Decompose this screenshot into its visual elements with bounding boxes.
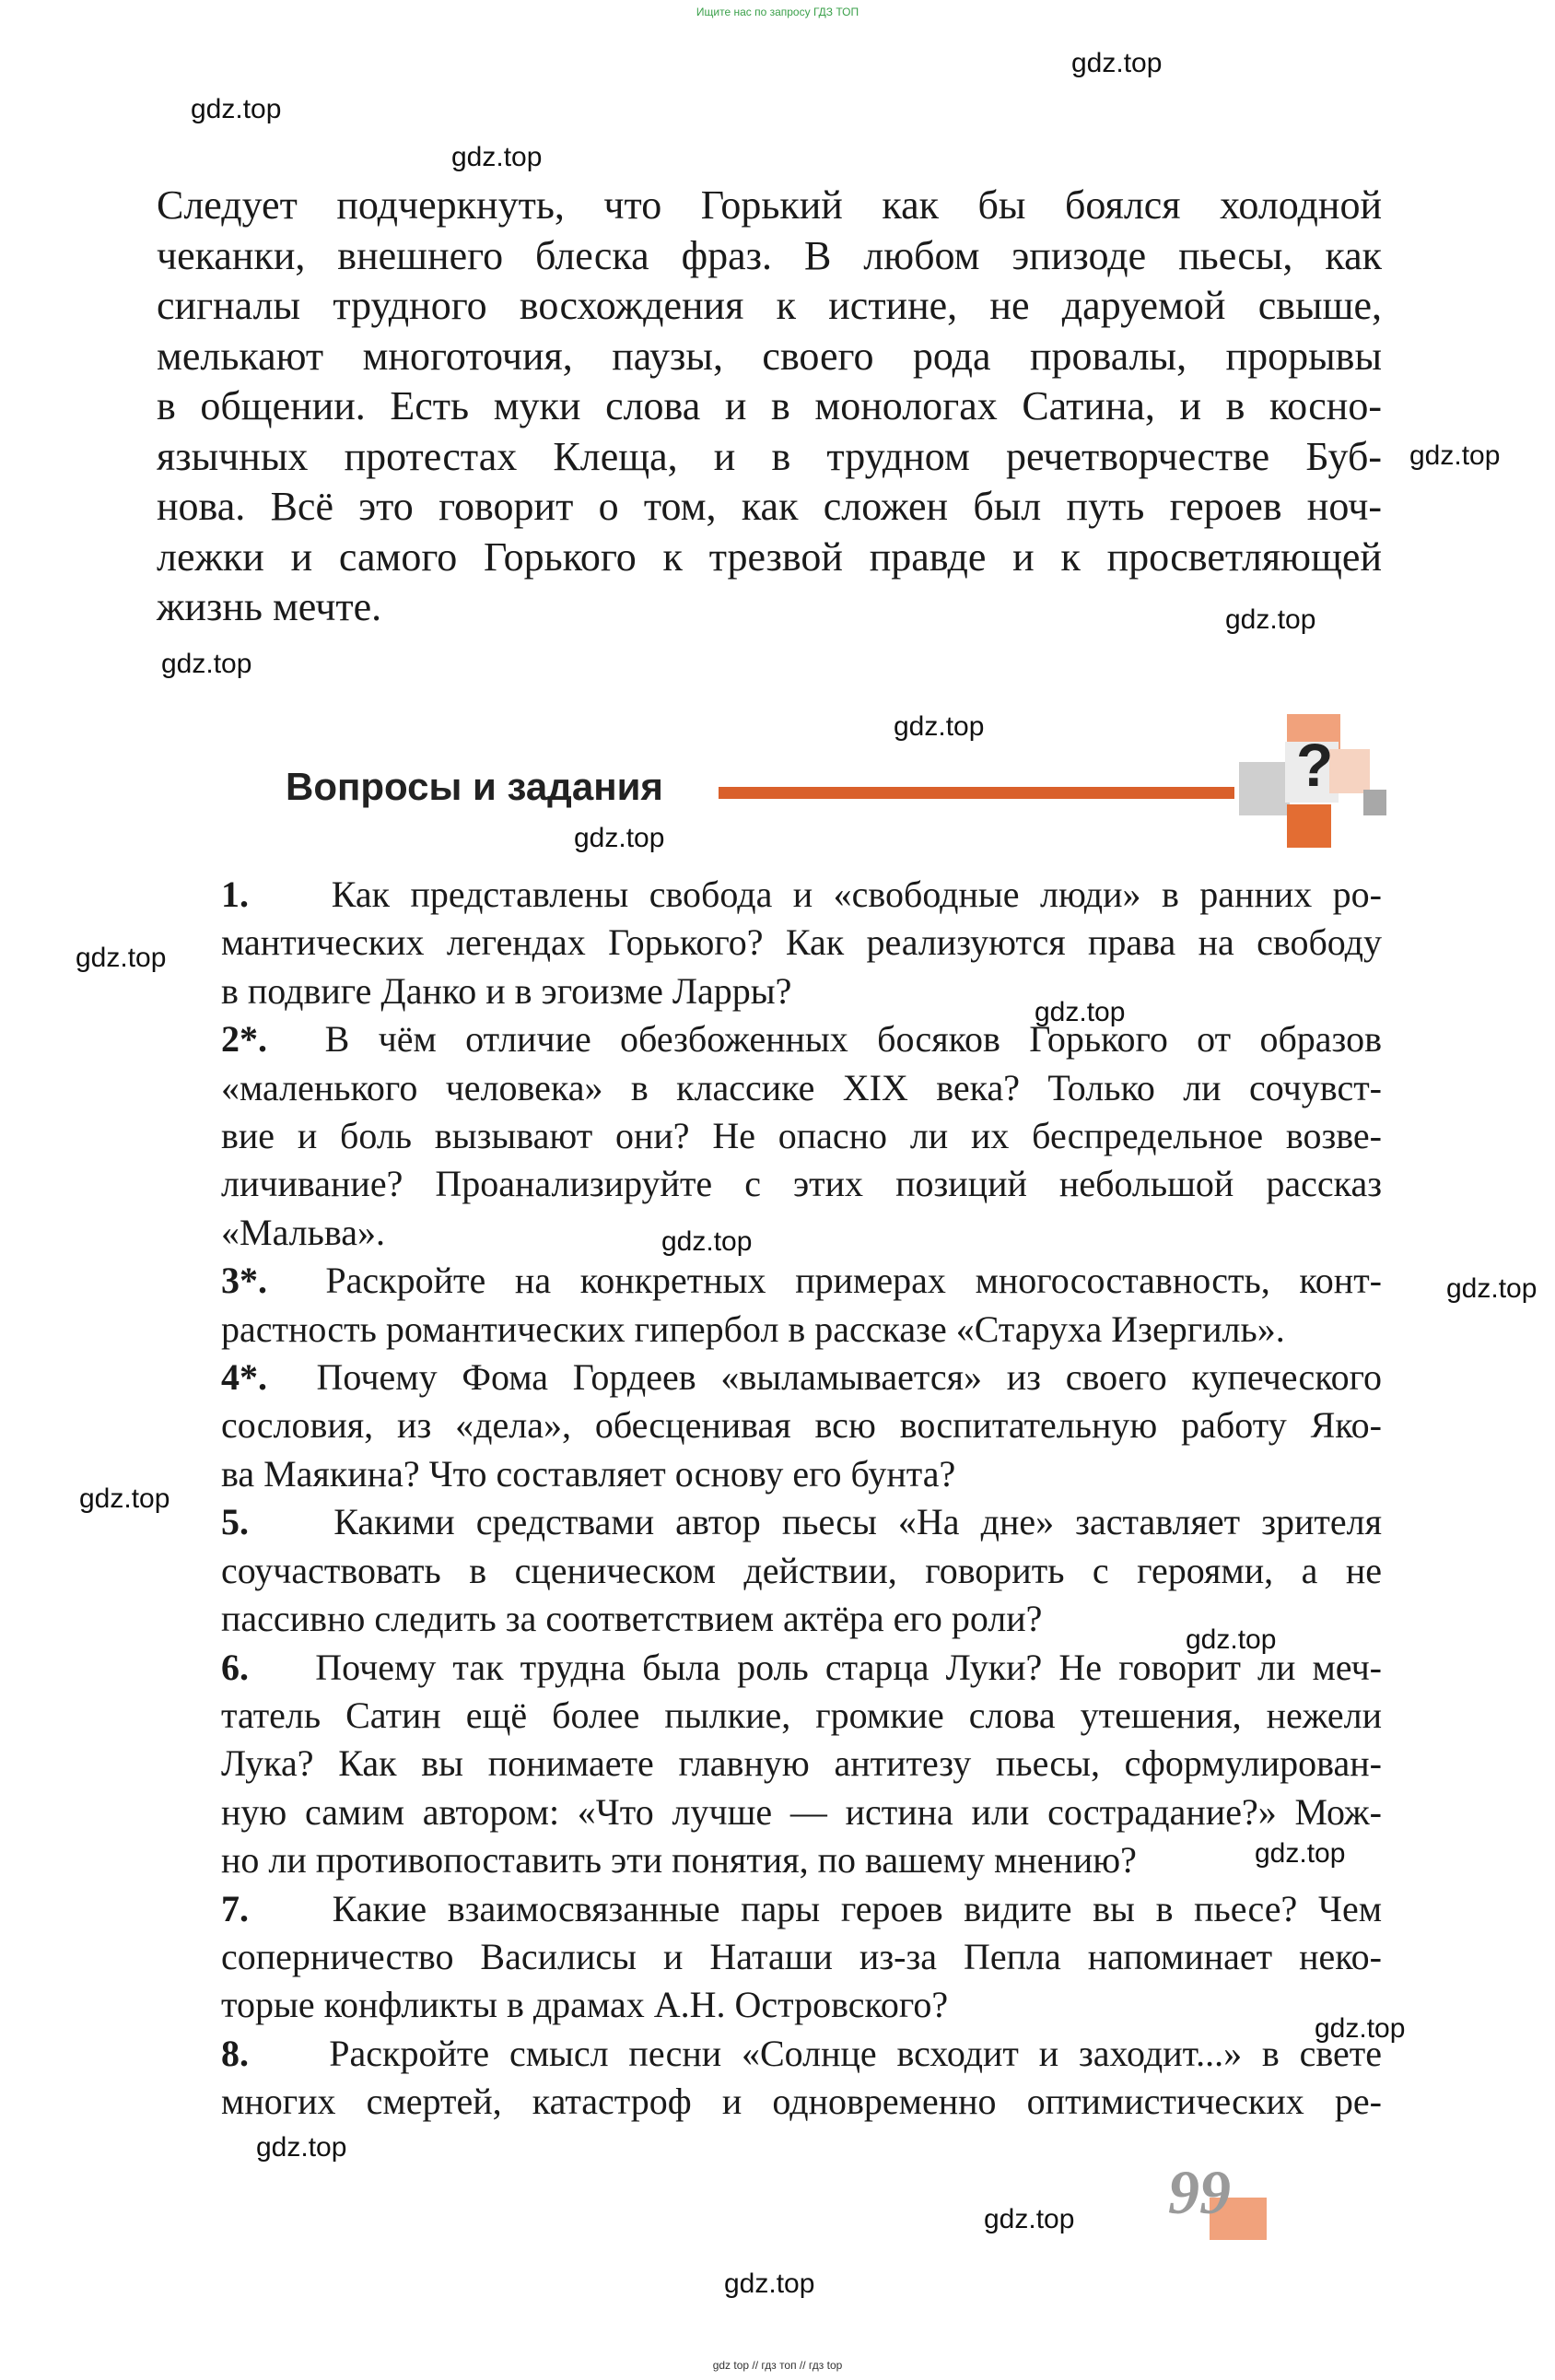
questions-list <box>221 871 1382 2127</box>
question-line: «маленького человека» в классике XIX века? Только ли сочувст- <box>221 1066 1382 1108</box>
question-line <box>221 2030 1382 2078</box>
watermark: gdz.top <box>574 823 665 853</box>
watermark: gdz.top <box>256 2132 347 2163</box>
watermark: gdz.top <box>661 1226 753 1257</box>
section-title: Вопросы и задания <box>286 765 663 808</box>
question-line <box>221 1498 1382 1546</box>
question-number: 3*. <box>221 1260 267 1302</box>
question-number: 6. <box>221 1646 249 1688</box>
question-glyph: ? <box>1296 731 1334 799</box>
watermark: gdz.top <box>191 94 282 124</box>
question-mark-icon <box>1239 714 1386 848</box>
icon-square <box>1363 790 1386 815</box>
intro-line: Следует подчеркнуть, что Горький как бы боялся холодной <box>157 182 1382 228</box>
question-text: В чём отличие обезбоженных босяков Горького от образов <box>324 1018 1383 1061</box>
watermark: gdz.top <box>984 2204 1075 2234</box>
question-line: пассивно следить за соответствием актёра его роли? <box>221 1598 1043 1640</box>
question-line: Лука? Как вы понимаете главную антитезу пьесы, сформулирован- <box>221 1742 1382 1785</box>
question-text: Как представлены свобода и «свободные люди» в ранних ро- <box>331 873 1382 915</box>
question-text: Почему Фома Гордеев «выламывается» из своего купеческого <box>316 1356 1383 1399</box>
question-line: но ли противопоставить эти понятия, по вашему мнению? <box>221 1839 1137 1882</box>
question-text: Почему так трудна была роль старца Луки? Не говорит ли меч- <box>315 1646 1383 1688</box>
watermark: gdz.top <box>451 142 543 172</box>
intro-line: мелькают многоточия, паузы, своего рода провалы, прорывы <box>157 333 1382 379</box>
intro-line: сигналы трудного восхождения к истине, не даруемой свыше, <box>157 283 1382 328</box>
watermark: gdz.top <box>76 943 167 973</box>
question-line <box>221 1257 1382 1305</box>
heading-accent-bar <box>719 787 1234 799</box>
question-line <box>221 1354 1382 1401</box>
watermark: gdz.top <box>79 1483 170 1514</box>
question-text: Раскройте смысл песни «Солнце всходит и заходит...» в свете <box>329 2032 1383 2074</box>
watermark: gdz.top <box>1255 1838 1346 1869</box>
question-line: соучаствовать в сценическом действии, говорить с героями, а не <box>221 1549 1382 1591</box>
question-number: 1. <box>221 873 249 915</box>
watermark: gdz.top <box>1035 997 1126 1027</box>
watermark: gdz.top <box>1225 604 1316 635</box>
intro-line: в общении. Есть муки слова и в монологах Сатина, и в косно- <box>157 383 1382 428</box>
question-line: татель Сатин ещё более пылкие, громкие слова утешения, нежели <box>221 1694 1382 1736</box>
icon-square <box>1287 804 1331 848</box>
question-line: вие и боль вызывают они? Не опасно ли их беспредельное возве- <box>221 1115 1382 1157</box>
question-line: ва Маякина? Что составляет основу его бунта? <box>221 1452 956 1495</box>
watermark: gdz.top <box>1071 48 1163 78</box>
question-line <box>221 1015 1382 1063</box>
watermark: gdz.top <box>1186 1624 1277 1655</box>
question-number: 7. <box>221 1887 249 1929</box>
intro-line: лежки и самого Горького к трезвой правде и к просветляющей <box>157 533 1382 580</box>
watermark: gdz.top <box>1409 440 1501 471</box>
top-banner: Ищите нас по запросу ГДЗ ТОП <box>696 6 859 18</box>
question-line <box>221 1885 1382 1933</box>
watermark: gdz.top <box>1446 1273 1537 1304</box>
watermark: gdz.top <box>894 711 985 742</box>
question-text: Какие взаимосвязанные пары героев видите вы в пьесе? Чем <box>332 1887 1383 1929</box>
icon-square <box>1239 762 1290 815</box>
intro-line: язычных протестах Клеща, и в трудном речетворчестве Буб- <box>157 433 1382 479</box>
question-line: сословия, из «дела», обесценивая всю воспитательную работу Яко- <box>221 1404 1382 1447</box>
question-line: растность романтических гипербол в рассказе «Старуха Изергиль». <box>221 1307 1285 1350</box>
question-line: личивание? Проанализируйте с этих позиций небольшой рассказ <box>221 1163 1382 1205</box>
question-number: 5. <box>221 1501 249 1543</box>
intro-paragraph <box>157 181 1382 633</box>
question-text: Какими средствами автор пьесы «На дне» заставляет зрителя <box>333 1501 1383 1543</box>
question-number: 8. <box>221 2032 249 2074</box>
question-line: мантических легендах Горького? Как реализуются права на свободу <box>221 921 1382 964</box>
page-number: 99 <box>1168 2157 1231 2227</box>
question-line: в подвиге Данко и в эгоизме Ларры? <box>221 969 792 1012</box>
watermark: gdz.top <box>1315 2013 1406 2044</box>
question-number: 4*. <box>221 1356 267 1399</box>
question-number: 2*. <box>221 1018 267 1061</box>
intro-line: нова. Всё это говорит о том, как сложен был путь героев ноч- <box>157 484 1382 529</box>
question-line <box>221 871 1382 919</box>
question-line: торые конфликты в драмах А.Н. Островского? <box>221 1984 949 2026</box>
watermark: gdz.top <box>724 2269 815 2299</box>
question-line: ную самим автором: «Что лучше — истина или сострадание?» Мож- <box>221 1790 1382 1833</box>
intro-line: чеканки, внешнего блеска фраз. В любом эпизоде пьесы, как <box>157 232 1382 278</box>
question-line: соперничество Василисы и Наташи из-за Пепла напоминает неко- <box>221 1935 1382 1977</box>
intro-line: жизнь мечте. <box>157 584 382 629</box>
question-line <box>221 1644 1382 1692</box>
bottom-banner: gdz top // гдз топ // гдз top <box>712 2359 843 2372</box>
watermark: gdz.top <box>161 649 252 679</box>
question-line: многих смертей, катастроф и одновременно оптимистических ре- <box>221 2081 1382 2123</box>
icon-square <box>1329 749 1370 793</box>
question-line: «Мальва». <box>221 1211 385 1253</box>
question-text: Раскройте на конкретных примерах многосоставность, конт- <box>325 1260 1383 1302</box>
